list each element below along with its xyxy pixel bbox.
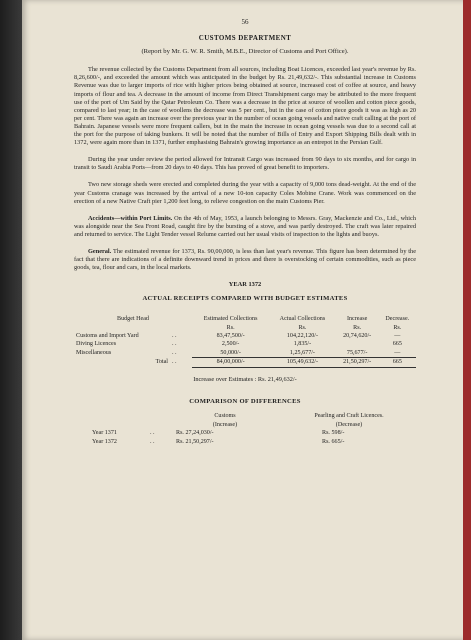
- unit-label: Rs.: [298, 324, 307, 331]
- row-dots: . .: [172, 359, 177, 366]
- comparison-header-row: [74, 412, 416, 421]
- comparison-pearling: Rs. 665/-: [322, 438, 345, 445]
- table-header-row: [74, 315, 416, 323]
- paragraph-revenue: The revenue collected by the Customs Department from all sources, including Boat Licences, exceeded last year's revenue by Rs. 8,26,600/-, and exceeded the amount which was anticipated in the budget by Rs. 21,49,632/-. This substantial increase in Customs Revenue was due to larger imports of rice with higher prices being obtained at source, increased cost of coffee at source, and heavy imports of flour and tea. A decrease in the amount of income from Direct Transhipment cargo may be attributed to the more frequent use of the port of Um Said by the Qatar Petroleum Co. There was a decrease in the price at source of woollen and cotton piece goods, compared to last year; in the case of woollens the decrease was 5 per cent., but in the case of cotton piece goods it was as high as 20 per cent. There was again an increase over the previous year in the number of ocean going vessels and native craft calling at the port of Bahrain. Japanese vessels were more frequent callers, but in the main the increase in ocean going vessels was due to a second call at the port for the purpose of taking bunkers. It will be noted that the number of Bills of Entry and Export Shipping Bills dealt with in 1372, were again more than in 1371, further emphasising Bahrain's growing importance as an entrepot in the Persian Gulf.: [74, 66, 416, 147]
- paragraph-general: General. The estimated revenue for 1373, Rs. 90,00,000, is less than last year's revenue. This figure has been determined by the fact that there are indications of a definite downward trend in prices and there is overstocking of certain commodities, such as piece goods, tea, flour and cars, in the local markets.: [74, 247, 416, 272]
- cell-estimated: 2,500/-: [221, 341, 240, 348]
- total-label: Total: [155, 359, 168, 366]
- cell-decrease: 665: [392, 341, 402, 348]
- cell-increase: 20,74,620/-: [343, 332, 372, 339]
- col-header-pearling: Pearling and Craft Licences.: [314, 413, 384, 420]
- comparison-table: [74, 412, 416, 446]
- cell-estimated: 50,000/-: [192, 349, 269, 358]
- report-byline: (Report by Mr. G. W. R. Smith, M.B.E., Director of Customs and Port Office).: [141, 48, 349, 56]
- page-edge-band: [463, 0, 471, 640]
- cell-decrease: —: [394, 332, 401, 339]
- paragraph-lead: Accidents—within Port Limits.: [88, 214, 173, 222]
- col-header-decrease: Decrease.: [385, 316, 410, 323]
- cell-actual: 1,25,677/-: [269, 349, 335, 358]
- cell-increase: [336, 340, 379, 349]
- row-dots: . .: [172, 332, 177, 339]
- table-title: ACTUAL RECEIPTS COMPARED WITH BUDGET ESTIMATES: [142, 295, 348, 303]
- row-dots: . .: [150, 438, 155, 445]
- comparison-customs: Rs. 21,50,297/-: [176, 438, 214, 445]
- col-header-increase: Increase: [346, 316, 368, 323]
- cell-actual: 104,22,120/-: [286, 332, 319, 339]
- comparison-title: COMPARISON OF DIFFERENCES: [189, 397, 301, 405]
- page-content: [74, 18, 416, 446]
- row-head: Customs and Import Yard: [76, 332, 139, 339]
- table-row: [74, 332, 416, 341]
- comparison-row: [74, 437, 416, 446]
- col-sub-customs: (Increase): [212, 421, 238, 428]
- row-dots: . .: [172, 350, 177, 357]
- row-dots: . .: [172, 341, 177, 348]
- increase-over-estimates: Increase over Estimates : Rs. 21,49,632/-: [193, 375, 297, 383]
- col-header-customs: Customs: [214, 413, 236, 420]
- row-head: Diving Licences: [76, 341, 117, 348]
- book-spine: [0, 0, 22, 640]
- total-increase: 21,50,297/-: [336, 358, 379, 368]
- cell-decrease: —: [379, 349, 416, 358]
- total-estimated: 84,00,000/-: [192, 358, 269, 368]
- comparison-subheader-row: [74, 420, 416, 429]
- table-row: [74, 340, 416, 349]
- year-label: YEAR 1372: [228, 281, 262, 289]
- cell-estimated: 83,47,500/-: [216, 332, 245, 339]
- page-number: 56: [241, 18, 249, 26]
- col-header-estimated: Estimated Collections: [203, 316, 258, 323]
- document-page: [22, 0, 471, 640]
- table-row: [74, 349, 416, 358]
- row-head: Miscellaneous: [76, 350, 112, 357]
- comparison-year: Year 1372: [92, 438, 117, 445]
- cell-actual: 1,835/-: [293, 341, 312, 348]
- total-decrease: 665: [379, 358, 416, 368]
- paragraph-intransit: During the year under review the period allowed for Intransit Cargo was increased from 90 days to six months, and for cargo in transit to Saudi Arabia Ports—from 20 days to 40 days. This has proved of great benefit to importers.: [74, 156, 416, 172]
- paragraph-accidents: Accidents—within Port Limits. On the 4th of May, 1953, a launch belonging to Messrs. Gray, Mackenzie and Co., Ltd., which was alongside near the Sea Front Road, caught fire by the bursting of a stove, and was partly destroyed. The craft was later repaired and returned to service. The Light Tender vessel Relume carried out her usual visits of inspection to the lights and buoys.: [74, 214, 416, 238]
- unit-label: Rs.: [226, 324, 235, 331]
- total-actual: 105,49,632/-: [269, 358, 335, 368]
- col-header-budget-head: Budget Head: [117, 316, 149, 323]
- col-sub-pearling: (Decrease): [335, 421, 363, 428]
- col-header-actual: Actual Collections: [279, 316, 326, 323]
- paragraph-lead: General.: [88, 247, 112, 255]
- table-units-row: [74, 324, 416, 332]
- row-dots: . .: [150, 430, 155, 437]
- comparison-customs: Rs. 27,24,030/-: [176, 430, 214, 437]
- cell-increase: 75,677/-: [336, 349, 379, 358]
- table-total-row: [74, 358, 416, 368]
- paragraph-storage: Two new storage sheds were erected and completed during the year with a capacity of 9,000 tons dead-weight. At the end of the year Customs cranage was increased by the arrival of a new 10-ton capacity Coles Mobine Crane. Work was commenced on the erection of a new Native Craft pier 1,200 feet long, to relieve congestion on the main Customs Pier.: [74, 181, 416, 205]
- comparison-year: Year 1371: [92, 430, 117, 437]
- budget-table: [74, 315, 416, 367]
- unit-label: Rs.: [353, 324, 362, 331]
- section-heading: CUSTOMS DEPARTMENT: [198, 34, 292, 43]
- comparison-row: [74, 429, 416, 438]
- unit-label: Rs.: [393, 324, 402, 331]
- comparison-pearling: Rs. 598/-: [322, 430, 345, 437]
